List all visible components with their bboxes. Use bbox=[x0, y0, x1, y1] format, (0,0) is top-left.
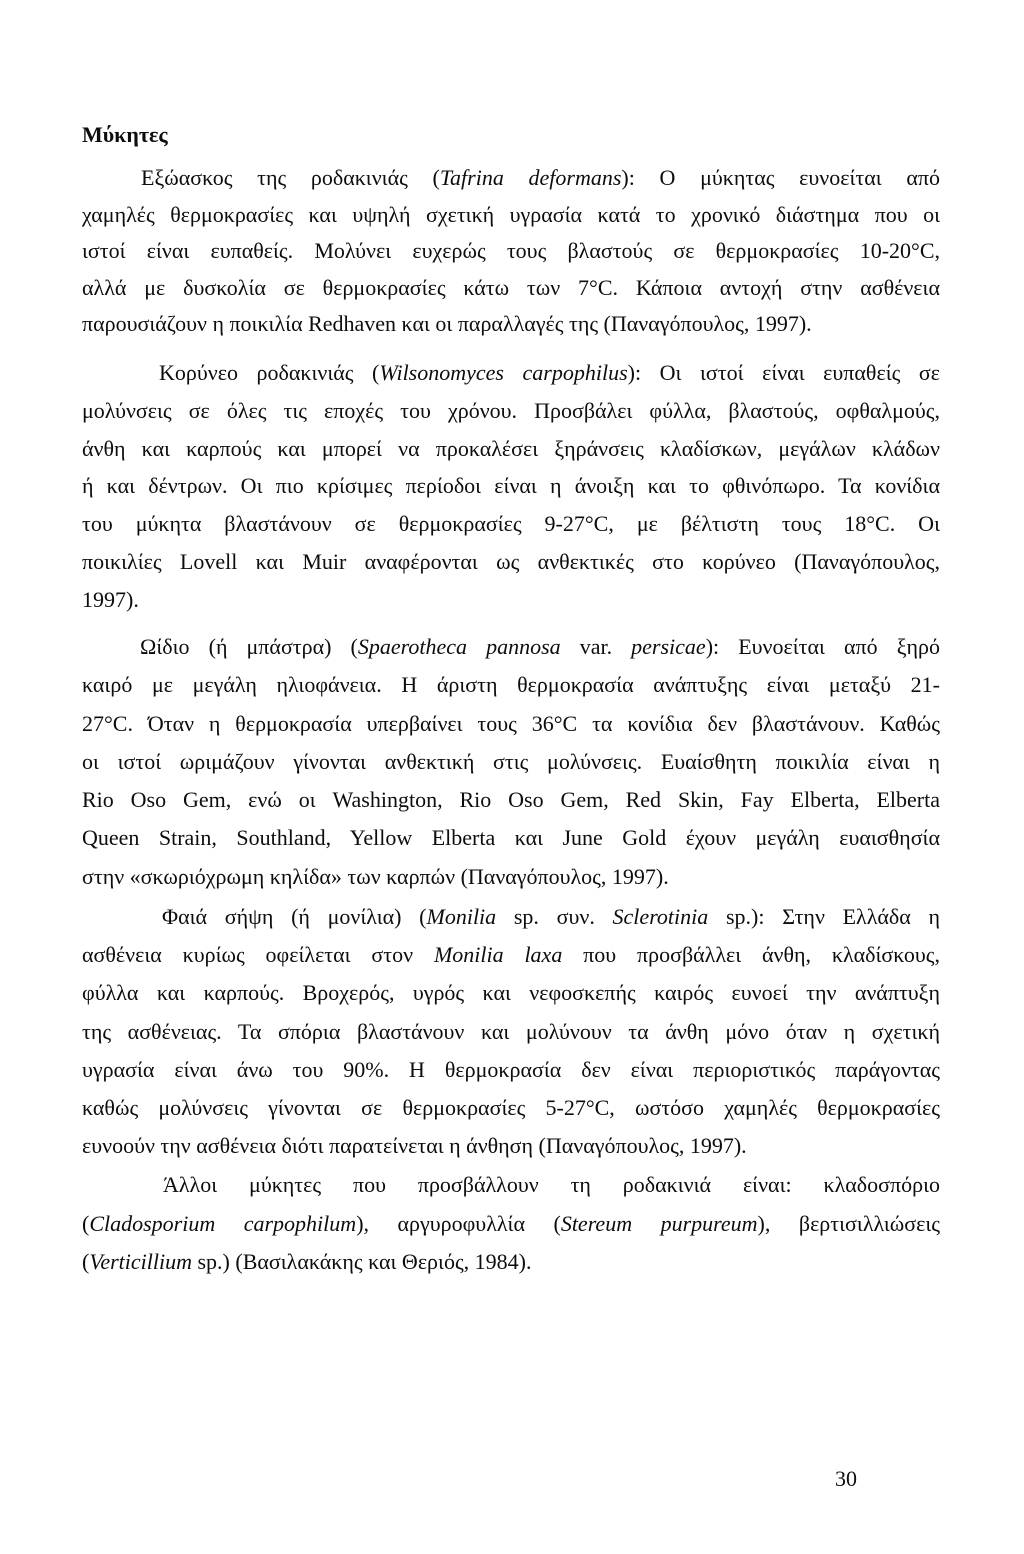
text-line bbox=[82, 197, 940, 234]
text-run: ): Ο μύκητας ευνοείται από bbox=[621, 165, 940, 190]
body-paragraph bbox=[82, 628, 940, 896]
text-run: Κορύνεο ροδακινιάς ( bbox=[159, 360, 380, 385]
text-run: Ωίδιο (ή μπάστρα) ( bbox=[140, 634, 358, 659]
text-run: 1997). bbox=[82, 586, 139, 612]
text-run: Rio Oso Gem, ενώ οι Washington, Rio Oso Gem, Red Skin, Fay Elberta, Elberta bbox=[82, 787, 940, 813]
text-run: ): Οι ιστοί είναι ευπαθείς σε bbox=[627, 360, 940, 385]
text-line bbox=[82, 543, 940, 581]
text-line bbox=[82, 781, 940, 819]
text-run: ( bbox=[82, 1210, 90, 1236]
text-run: Άλλοι μύκητες που προσβάλλουν τη ροδακινιά είναι: κλαδοσπόριο bbox=[163, 1172, 940, 1197]
text-line bbox=[82, 581, 940, 619]
text-run: υγρασία είναι άνω του 90%. Η θερμοκρασία δεν είναι περιοριστικός παράγοντας bbox=[82, 1056, 940, 1082]
species-name: Verticillium bbox=[89, 1249, 192, 1274]
text-line bbox=[82, 392, 940, 430]
species-name: Monilia bbox=[426, 904, 497, 929]
text-line bbox=[82, 354, 940, 392]
body-paragraph bbox=[82, 354, 940, 619]
section-heading: Μύκητες bbox=[82, 122, 168, 147]
text-run: Εξώασκος της ροδακινιάς ( bbox=[141, 165, 440, 190]
text-line bbox=[82, 743, 940, 781]
species-name: Wilsonomyces carpophilus bbox=[379, 360, 628, 385]
text-run: οι ιστοί ωριμάζουν γίνονται ανθεκτική στις μολύνσεις. Ευαίσθητη ποικιλία είναι η bbox=[82, 748, 940, 774]
text-line bbox=[82, 1089, 940, 1127]
species-name: Tafrina deformans bbox=[439, 165, 622, 190]
species-name: persicae bbox=[631, 634, 706, 659]
text-line bbox=[82, 936, 940, 974]
text-run: που προσβάλλει άνθη, κλαδίσκους, bbox=[562, 942, 940, 968]
text-run: ): Ευνοείται από ξηρό bbox=[705, 634, 940, 659]
text-line bbox=[82, 974, 940, 1012]
text-run: παρουσιάζουν η ποικιλία Redhaven και οι παραλλαγές της (Παναγόπουλος, 1997). bbox=[82, 311, 812, 336]
text-run: sp.) (Βασιλακάκης και Θεριός, 1984). bbox=[191, 1249, 532, 1274]
species-name: Sclerotinia bbox=[612, 904, 709, 929]
text-run: ή και δέντρων. Οι πιο κρίσιμες περίοδοι είναι η άνοιξη και το φθινόπωρο. Τα κονίδια bbox=[82, 473, 940, 499]
text-line bbox=[82, 666, 940, 704]
text-run: καιρό με μεγάλη ηλιοφάνεια. Η άριστη θερμοκρασία ανάπτυξης είναι μεταξύ 21- bbox=[82, 672, 940, 698]
text-line bbox=[82, 705, 940, 743]
text-line bbox=[82, 898, 940, 936]
text-run: της ασθένειας. Τα σπόρια βλαστάνουν και μολύνουν τα άνθη μόνο όταν η σχετική bbox=[82, 1018, 940, 1044]
text-run: ευνοούν την ασθένεια διότι παρατείνεται η άνθηση (Παναγόπουλος, 1997). bbox=[82, 1133, 747, 1159]
text-run: ), αργυροφυλλία ( bbox=[356, 1210, 561, 1236]
text-line bbox=[82, 160, 940, 197]
text-line bbox=[82, 233, 940, 270]
text-run: χαμηλές θερμοκρασίες και υψηλή σχετική υγρασία κατά το χρονικό διάστημα που οι bbox=[82, 201, 940, 227]
text-run: αλλά με δυσκολία σε θερμοκρασίες κάτω των 7°C. Κάποια αντοχή στην ασθένεια bbox=[82, 274, 940, 300]
text-run: Queen Strain, Southland, Yellow Elberta και June Gold έχουν μεγάλη ευαισθησία bbox=[82, 825, 940, 851]
text-run: του μύκητα βλαστάνουν σε θερμοκρασίες 9-27°C, με βέλτιστη τους 18°C. Οι bbox=[82, 511, 940, 537]
text-line bbox=[82, 858, 940, 896]
text-run: ιστοί είναι ευπαθείς. Μολύνει ευχερώς τους βλαστούς σε θερμοκρασίες 10-20°C, bbox=[82, 238, 940, 263]
species-name: Cladosporium carpophilum bbox=[89, 1210, 357, 1236]
text-run: καθώς μολύνσεις γίνονται σε θερμοκρασίες 5-27°C, ωστόσο χαμηλές θερμοκρασίες bbox=[82, 1094, 940, 1120]
text-line bbox=[82, 1166, 940, 1205]
body-paragraph bbox=[82, 1166, 940, 1282]
text-run: ποικιλίες Lovell και Muir αναφέρονται ως ανθεκτικές στο κορύνεο (Παναγόπουλος, bbox=[82, 548, 940, 574]
species-name: Spaerotheca pannosa bbox=[357, 634, 561, 659]
text-run: sp.): Στην Ελλάδα η bbox=[708, 904, 940, 929]
text-line bbox=[82, 628, 940, 666]
text-line bbox=[82, 306, 940, 343]
text-line bbox=[82, 1243, 940, 1282]
text-run: άνθη και καρπούς και μπορεί να προκαλέσει ξηράνσεις κλαδίσκων, μεγάλων κλάδων bbox=[82, 435, 940, 461]
page-number: 30 bbox=[835, 1466, 857, 1491]
text-run: ( bbox=[82, 1249, 90, 1274]
text-run: ασθένεια κυρίως οφείλεται στον bbox=[82, 942, 434, 968]
text-line bbox=[82, 467, 940, 505]
text-run: μολύνσεις σε όλες τις εποχές του χρόνου. Προσβάλει φύλλα, βλαστούς, οφθαλμούς, bbox=[82, 397, 940, 423]
text-line bbox=[82, 1127, 940, 1165]
text-line bbox=[82, 1013, 940, 1051]
body-paragraph bbox=[82, 160, 940, 343]
text-run: φύλλα και καρπούς. Βροχερός, υγρός και νεφοσκεπής καιρός ευνοεί την ανάπτυξη bbox=[82, 980, 940, 1006]
body-paragraph bbox=[82, 898, 940, 1165]
text-line bbox=[82, 505, 940, 543]
text-run: 27°C. Όταν η θερμοκρασία υπερβαίνει τους 36°C τα κονίδια δεν βλαστάνουν. Καθώς bbox=[82, 710, 940, 736]
species-name: Monilia laxa bbox=[433, 942, 563, 968]
text-line bbox=[82, 1205, 940, 1244]
text-run: var. bbox=[560, 634, 632, 659]
text-run: στην «σκωριόχρωμη κηλίδα» των καρπών (Παναγόπουλος, 1997). bbox=[82, 863, 669, 889]
text-line bbox=[82, 819, 940, 857]
text-line bbox=[82, 1051, 940, 1089]
species-name: Stereum purpureum bbox=[560, 1210, 758, 1236]
text-run: sp. συν. bbox=[496, 904, 613, 929]
text-line bbox=[82, 270, 940, 307]
text-run: ), βερτισιλλιώσεις bbox=[757, 1210, 941, 1236]
text-run: Φαιά σήψη (ή μονίλια) ( bbox=[162, 904, 427, 929]
text-line bbox=[82, 430, 940, 468]
